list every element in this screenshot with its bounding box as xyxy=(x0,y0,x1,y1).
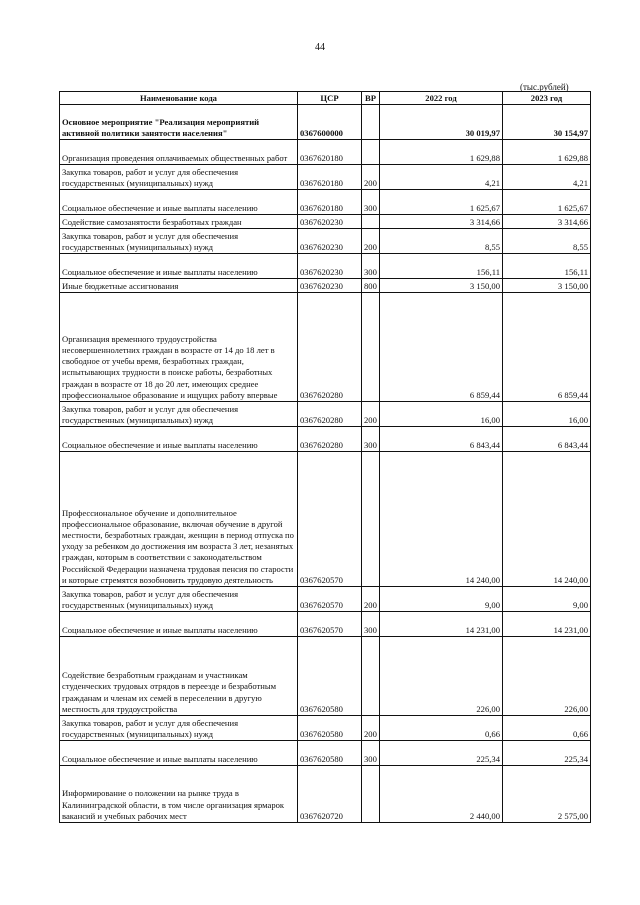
cell-vr xyxy=(362,215,380,229)
cell-2022: 1 629,88 xyxy=(380,140,503,165)
cell-2023: 3 150,00 xyxy=(503,279,591,293)
cell-vr xyxy=(362,293,380,402)
cell-name: Организация временного трудоустройства несовершеннолетних граждан в возрасте от 14 до 18 лет в свободное от учебы время, безработных граждан, испытывающих трудности в поиске работы, безработных граждан в возрасте от 18 до 20 лет, имеющих среднее профессиональное образование и ищущих работу впервые xyxy=(60,293,298,402)
table-row xyxy=(60,427,591,452)
cell-name: Социальное обеспечение и иные выплаты населению xyxy=(60,427,298,452)
cell-2022: 225,34 xyxy=(380,741,503,766)
cell-2022: 4,21 xyxy=(380,165,503,190)
cell-2023: 14 240,00 xyxy=(503,452,591,587)
cell-2023: 1 629,88 xyxy=(503,140,591,165)
cell-2022: 14 231,00 xyxy=(380,612,503,637)
cell-vr: 200 xyxy=(362,165,380,190)
table-row xyxy=(60,140,591,165)
cell-name: Организация проведения оплачиваемых общественных работ xyxy=(60,140,298,165)
cell-vr xyxy=(362,637,380,716)
header-csr: ЦСР xyxy=(298,92,362,105)
cell-2023: 4,21 xyxy=(503,165,591,190)
cell-name: Социальное обеспечение и иные выплаты населению xyxy=(60,741,298,766)
cell-name: Социальное обеспечение и иные выплаты населению xyxy=(60,254,298,279)
cell-2022: 6 843,44 xyxy=(380,427,503,452)
table-row xyxy=(60,215,591,229)
cell-csr: 0367620720 xyxy=(298,766,362,823)
cell-2023: 1 625,67 xyxy=(503,190,591,215)
cell-name: Иные бюджетные ассигнования xyxy=(60,279,298,293)
cell-vr: 200 xyxy=(362,229,380,254)
cell-vr xyxy=(362,452,380,587)
cell-vr xyxy=(362,140,380,165)
cell-vr: 300 xyxy=(362,427,380,452)
cell-name: Закупка товаров, работ и услуг для обеспечения государственных (муниципальных) нужд xyxy=(60,229,298,254)
table-row xyxy=(60,165,591,190)
cell-vr: 300 xyxy=(362,190,380,215)
cell-vr: 300 xyxy=(362,254,380,279)
unit-note: (тыс.рублей) xyxy=(520,82,569,92)
cell-2023: 2 575,00 xyxy=(503,766,591,823)
table-row xyxy=(60,452,591,587)
table-row xyxy=(60,254,591,279)
cell-name: Информирование о положении на рынке труда в Калининградской области, в том числе организация ярмарок вакансий и учебных рабочих мест xyxy=(60,766,298,823)
cell-2023: 6 859,44 xyxy=(503,293,591,402)
table-row xyxy=(60,587,591,612)
cell-csr: 0367620580 xyxy=(298,716,362,741)
header-2022: 2022 год xyxy=(380,92,503,105)
cell-csr: 0367620570 xyxy=(298,452,362,587)
cell-name: Закупка товаров, работ и услуг для обеспечения государственных (муниципальных) нужд xyxy=(60,402,298,427)
cell-name: Профессиональное обучение и дополнительное профессиональное образование, включая обучение в другой местности, безработных граждан, женщин в период отпуска по уходу за ребенком до достижения им возраста 3 лет, незанятых граждан, которым в соответствии с законодательством Российской Федерации назначена трудовая пенсия по старости и которые стремятся возобновить трудовую деятельность xyxy=(60,452,298,587)
table-body xyxy=(60,105,591,823)
cell-2022: 2 440,00 xyxy=(380,766,503,823)
table-row xyxy=(60,716,591,741)
cell-vr xyxy=(362,766,380,823)
cell-csr: 0367620230 xyxy=(298,279,362,293)
table-row xyxy=(60,402,591,427)
cell-2023: 14 231,00 xyxy=(503,612,591,637)
table-row xyxy=(60,229,591,254)
table-row xyxy=(60,279,591,293)
cell-2022: 156,11 xyxy=(380,254,503,279)
cell-2023: 225,34 xyxy=(503,741,591,766)
header-name: Наименование кода xyxy=(60,92,298,105)
table-row xyxy=(60,190,591,215)
cell-2022: 1 625,67 xyxy=(380,190,503,215)
cell-vr xyxy=(362,105,380,140)
cell-2022: 6 859,44 xyxy=(380,293,503,402)
table-header-row xyxy=(60,92,591,105)
cell-csr: 0367620580 xyxy=(298,741,362,766)
cell-csr: 0367620580 xyxy=(298,637,362,716)
cell-2022: 226,00 xyxy=(380,637,503,716)
cell-name: Закупка товаров, работ и услуг для обеспечения государственных (муниципальных) нужд xyxy=(60,587,298,612)
cell-2023: 8,55 xyxy=(503,229,591,254)
cell-2022: 9,00 xyxy=(380,587,503,612)
cell-vr: 300 xyxy=(362,741,380,766)
cell-name: Содействие безработным гражданам и участникам студенческих трудовых отрядов в переезде и безработным гражданам и членам их семей в переселении в другую местность для трудоустройства xyxy=(60,637,298,716)
cell-csr: 0367620180 xyxy=(298,140,362,165)
cell-vr: 200 xyxy=(362,402,380,427)
table-row xyxy=(60,293,591,402)
cell-csr: 0367620280 xyxy=(298,402,362,427)
cell-csr: 0367620230 xyxy=(298,229,362,254)
header-vr: ВР xyxy=(362,92,380,105)
cell-name: Содействие самозанятости безработных граждан xyxy=(60,215,298,229)
cell-2023: 3 314,66 xyxy=(503,215,591,229)
budget-table xyxy=(59,91,591,823)
cell-vr: 200 xyxy=(362,716,380,741)
table-row xyxy=(60,766,591,823)
table-row xyxy=(60,105,591,140)
cell-vr: 300 xyxy=(362,612,380,637)
table-row xyxy=(60,637,591,716)
cell-vr: 200 xyxy=(362,587,380,612)
cell-2023: 0,66 xyxy=(503,716,591,741)
cell-name: Социальное обеспечение и иные выплаты населению xyxy=(60,190,298,215)
cell-vr: 800 xyxy=(362,279,380,293)
cell-2022: 16,00 xyxy=(380,402,503,427)
cell-2023: 156,11 xyxy=(503,254,591,279)
cell-2023: 226,00 xyxy=(503,637,591,716)
cell-csr: 0367620280 xyxy=(298,293,362,402)
cell-csr: 0367620280 xyxy=(298,427,362,452)
header-2023: 2023 год xyxy=(503,92,591,105)
cell-name: Социальное обеспечение и иные выплаты населению xyxy=(60,612,298,637)
cell-csr: 0367620570 xyxy=(298,587,362,612)
cell-csr: 0367620570 xyxy=(298,612,362,637)
cell-csr: 0367620180 xyxy=(298,165,362,190)
cell-csr: 0367620230 xyxy=(298,215,362,229)
cell-2022: 3 314,66 xyxy=(380,215,503,229)
cell-2022: 0,66 xyxy=(380,716,503,741)
cell-2022: 30 019,97 xyxy=(380,105,503,140)
table-row xyxy=(60,612,591,637)
page-number: 44 xyxy=(315,42,325,53)
cell-2022: 3 150,00 xyxy=(380,279,503,293)
cell-csr: 0367620180 xyxy=(298,190,362,215)
cell-2023: 9,00 xyxy=(503,587,591,612)
cell-2023: 16,00 xyxy=(503,402,591,427)
cell-csr: 0367600000 xyxy=(298,105,362,140)
cell-2022: 8,55 xyxy=(380,229,503,254)
cell-2023: 6 843,44 xyxy=(503,427,591,452)
cell-2022: 14 240,00 xyxy=(380,452,503,587)
cell-name: Основное мероприятие "Реализация мероприятий активной политики занятости населения" xyxy=(60,105,298,140)
table-row xyxy=(60,741,591,766)
cell-name: Закупка товаров, работ и услуг для обеспечения государственных (муниципальных) нужд xyxy=(60,165,298,190)
cell-name: Закупка товаров, работ и услуг для обеспечения государственных (муниципальных) нужд xyxy=(60,716,298,741)
cell-2023: 30 154,97 xyxy=(503,105,591,140)
cell-csr: 0367620230 xyxy=(298,254,362,279)
